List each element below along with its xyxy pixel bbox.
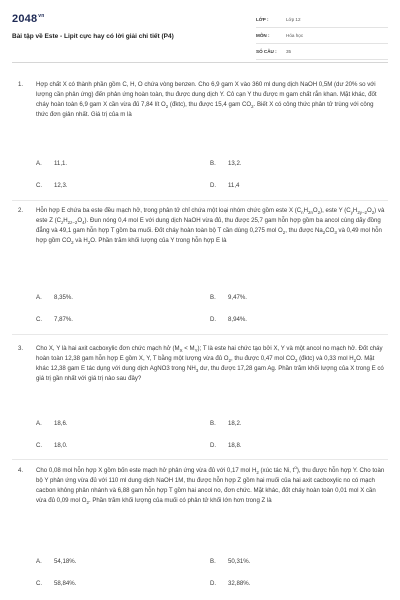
option-value: 18,0.: [54, 442, 68, 449]
brand-suffix: vn: [38, 13, 45, 19]
option-value: 54,18%.: [54, 558, 77, 565]
question-number: 2.: [18, 207, 24, 214]
option-b[interactable]: [210, 294, 370, 301]
option-c[interactable]: [36, 580, 196, 587]
option-d[interactable]: [210, 580, 370, 587]
option-d[interactable]: [210, 442, 370, 449]
option-d[interactable]: [210, 182, 370, 189]
option-b[interactable]: [210, 558, 370, 565]
question-number: 3.: [18, 345, 24, 352]
option-value: 8,35%.: [54, 294, 73, 301]
question-divider: [12, 334, 388, 335]
option-letter: B.: [210, 294, 216, 301]
option-value: 9,47%.: [228, 294, 247, 301]
meta-value: 35: [286, 49, 292, 54]
option-value: 50,31%.: [228, 558, 251, 565]
option-letter: A.: [36, 558, 42, 565]
meta-value: Lớp 12: [286, 17, 301, 22]
option-b[interactable]: [210, 420, 370, 427]
option-letter: C.: [36, 182, 43, 189]
option-d[interactable]: [210, 316, 370, 323]
option-value: 58,84%.: [54, 580, 77, 587]
option-letter: B.: [210, 160, 216, 167]
option-letter: B.: [210, 420, 216, 427]
option-letter: C.: [36, 316, 43, 323]
option-value: 18,2.: [228, 420, 242, 427]
question-divider: [12, 200, 388, 201]
option-letter: D.: [210, 442, 217, 449]
option-c[interactable]: [36, 442, 196, 449]
option-letter: C.: [36, 442, 43, 449]
option-c[interactable]: [36, 316, 196, 323]
option-letter: D.: [210, 580, 217, 587]
question-text: Hỗn hợp E chứa ba este đều mạch hở, trong phân tử chỉ chứa một loại nhóm chức gồm este X $(C_nH_{2n}O_2)$, este Y $(C_yH_{2y-2}O_2)$ và este Z $(C_zH_{2z-2}O_4)$. Đun nóng 0,4 mol E với dung dịch NaOH vừa đủ, thu được 25,7 gam hỗn hợp gồm ba ancol cùng dãy đồng đẳng và 49,1 gam hỗn hợp T gồm ba muối. Đốt cháy hoàn toàn bộ T cần dùng 0,275 mol $O_2$, thu được $Na_2CO_3$ và 0,49 mol hỗn hợp gồm $CO_2$ và $H_2O$. Phần trăm khối lượng của Y trong hỗn hợp E là: [36, 207, 385, 246]
option-c[interactable]: [36, 182, 196, 189]
option-value: 32,88%.: [228, 580, 251, 587]
option-letter: A.: [36, 160, 42, 167]
option-letter: D.: [210, 182, 217, 189]
question-number: 4.: [18, 467, 24, 474]
option-letter: C.: [36, 580, 43, 587]
option-letter: B.: [210, 558, 216, 565]
option-value: 11,4: [228, 182, 240, 189]
option-value: 8,94%.: [228, 316, 247, 323]
option-value: 18,8.: [228, 442, 242, 449]
option-letter: D.: [210, 316, 217, 323]
meta-row-subject: [256, 28, 388, 44]
meta-label: LỚP :: [256, 17, 269, 22]
brand-logo[interactable]: [12, 13, 45, 25]
meta-label: MÔN :: [256, 33, 270, 38]
option-value: 7,87%.: [54, 316, 73, 323]
document-title: Bài tập về Este - Lipit cực hay có lời giải chi tiết (P4): [12, 33, 174, 40]
option-a[interactable]: [36, 420, 196, 427]
question-text: Cho 0,08 mol hỗn hợp X gồm bốn este mạch hở phản ứng vừa đủ với 0,17 mol $H_2$ (xúc tác Ni, $t^o$), thu được hỗn hợp Y. Cho toàn bộ Y phản ứng vừa đủ với 110 ml dung dịch NaOH 1M, thu được hỗn hợp Z gồm hai muối của hai axit cacboxylic no có mạch cacbon không phân nhánh và 6,88 gam hỗn hợp T gồm hai ancol no, đơn chức. Mặt khác, đốt cháy hoàn toàn 0,01 mol X cần vừa đủ 0,09 mol $O_2$. Phần trăm khối lượng của muối có phân tử khối lớn hơn trong Z là: [36, 464, 385, 506]
question-number: 1.: [18, 81, 24, 88]
question-2: [18, 206, 386, 246]
option-value: 11,1.: [54, 160, 68, 167]
option-value: 12,3.: [54, 182, 68, 189]
header-divider: [12, 62, 388, 63]
meta-row-class: [256, 12, 388, 28]
option-value: 13,2.: [228, 160, 242, 167]
question-text: Cho X, Y là hai axit cacboxylic đơn chức mạch hở $(M_X < M_Y)$; T là este hai chức tạo bởi X, Y và một ancol no mạch hở. Đốt cháy hoàn toàn 12,38 gam hỗn hợp E gồm X, Y, T bằng một lượng vừa đủ $O_2$, thu được 0,47 mol $CO_2$ (đktc) và 0,33 mol $H_2O$. Mặt khác 12,38 gam E tác dụng với dung dịch AgNO3 trong $NH_3$ dư, thu được 17,28 gam Ag. Phần trăm khối lượng của X trong E có giá trị gần nhất với giá trị nào sau đây?: [36, 345, 384, 382]
option-letter: A.: [36, 420, 42, 427]
option-a[interactable]: [36, 294, 196, 301]
question-1: [18, 80, 386, 120]
meta-table: [256, 12, 388, 60]
meta-value: Hóa học: [286, 33, 304, 38]
question-4: [18, 466, 386, 506]
option-b[interactable]: [210, 160, 370, 167]
option-a[interactable]: [36, 558, 196, 565]
meta-row-count: [256, 44, 388, 60]
option-letter: A.: [36, 294, 42, 301]
option-value: 18,6.: [54, 420, 68, 427]
meta-label: SỐ CÂU :: [256, 49, 277, 54]
question-3: [18, 344, 386, 384]
brand-name: 2048: [12, 13, 38, 25]
option-a[interactable]: [36, 160, 196, 167]
question-text: Hợp chất X có thành phần gồm C, H, O chứa vòng benzen. Cho 6,9 gam X vào 360 ml dung dịch NaOH 0,5M (dư 20% so với lượng cần phản ứng) đến phản ứng hoàn toàn, thu được dung dịch Y. Cô cạn Y thu được m gam chất rắn khan. Mặt khác, đốt cháy hoàn toàn 6,9 gam X cần vừa đủ 7,84 lít $O_2$ (đktc), thu được 15,4 gam $CO_2$. Biết X có công thức phân tử trùng với công thức đơn giản nhất. Giá trị của m là: [36, 81, 377, 118]
question-divider: [12, 459, 388, 460]
